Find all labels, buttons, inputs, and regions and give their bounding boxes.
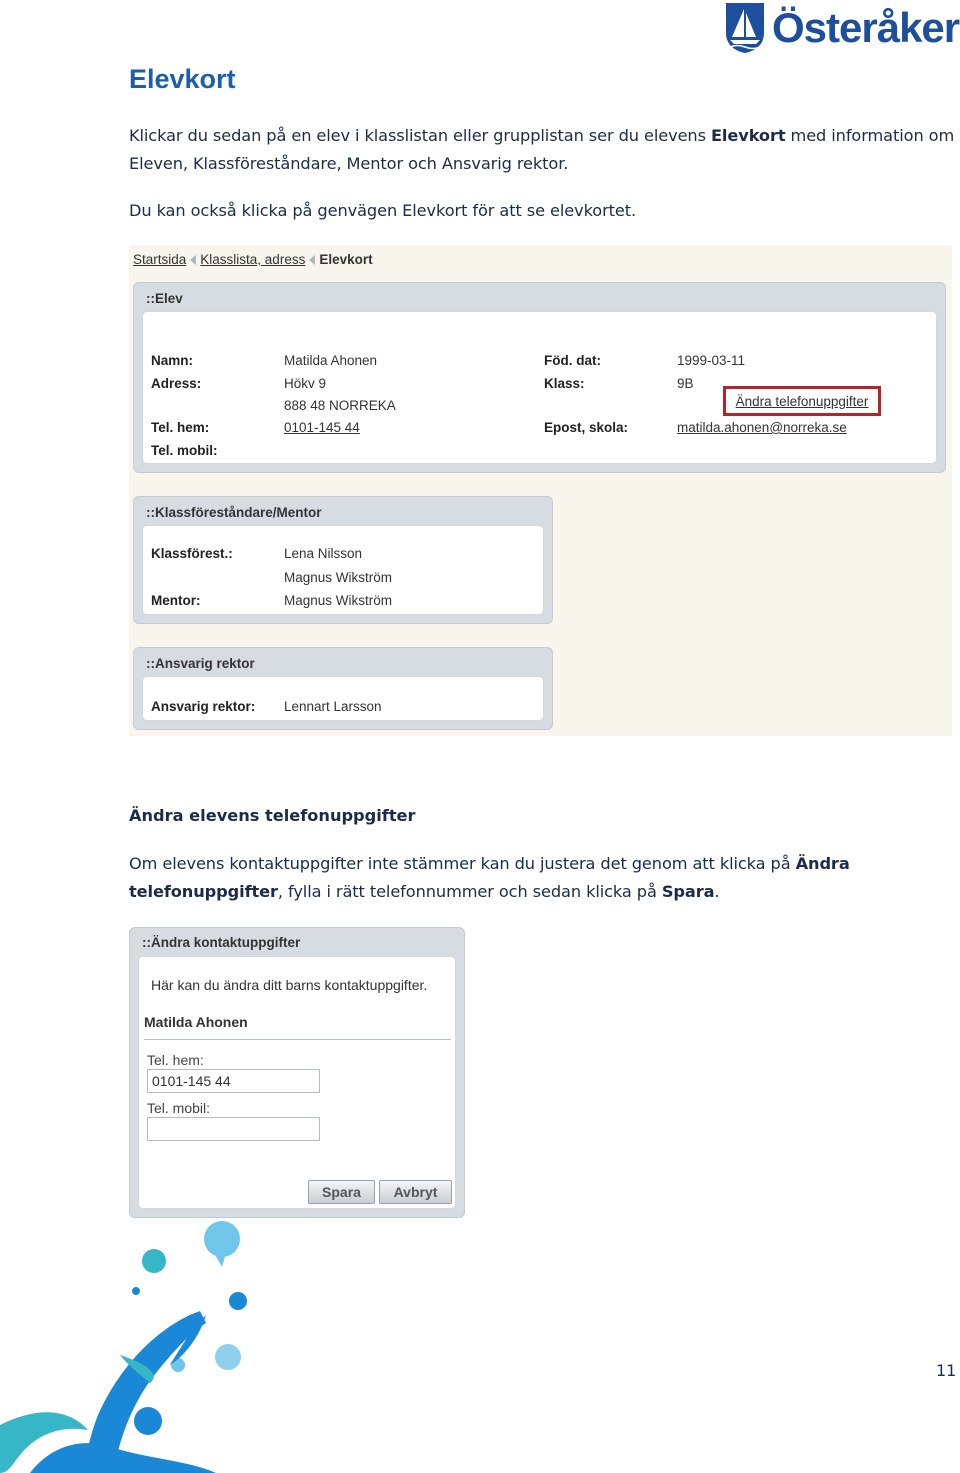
shortcut-paragraph: Du kan också klicka på genvägen Elevkort för att se elevkortet.	[129, 201, 637, 220]
elev-panel	[133, 282, 946, 473]
page-number: 11	[936, 1361, 957, 1380]
klass-value: 9B	[677, 376, 694, 391]
rektor-value: Lennart Larsson	[284, 699, 382, 714]
page-title: Elevkort	[129, 64, 236, 94]
change-phone-link[interactable]: Ändra telefonuppgifter	[723, 386, 881, 416]
rektor-label: Ansvarig rektor:	[151, 699, 256, 714]
section-heading: Ändra elevens telefonuppgifter	[129, 806, 416, 825]
elev-panel-body	[142, 311, 937, 464]
rektor-panel-title: ::Ansvarig rektor	[146, 656, 255, 671]
logo-wordmark: Österåker	[772, 4, 960, 51]
adress-label: Adress:	[151, 376, 202, 391]
breadcrumb-klasslista-link[interactable]: Klasslista, adress	[200, 252, 306, 267]
breadcrumb-arrow-icon	[190, 255, 196, 265]
osteraker-logo	[722, 2, 959, 54]
adress-line2: 888 48 NORREKA	[284, 398, 396, 413]
mentor-panel-body	[142, 525, 544, 615]
telhem-label: Tel. hem:	[151, 420, 210, 435]
klassforest-value-1: Lena Nilsson	[284, 546, 363, 561]
edit-panel-body	[138, 956, 456, 1209]
edit-hint-text: Här kan du ändra ditt barns kontaktuppgifter.	[151, 977, 428, 993]
student-name: Matilda Ahonen	[144, 1014, 248, 1030]
namn-value: Matilda Ahonen	[284, 353, 378, 368]
epost-label: Epost, skola:	[544, 420, 629, 435]
breadcrumb	[133, 252, 373, 267]
cancel-button[interactable]: Avbryt	[379, 1180, 452, 1204]
divider	[144, 1039, 451, 1040]
klassforest-label: Klassförest.:	[151, 546, 233, 561]
telhem-field-label: Tel. hem:	[147, 1052, 204, 1068]
edit-contact-screenshot	[129, 927, 465, 1218]
intro-paragraph: Klickar du sedan på en elev i klasslistan eller grupplistan ser du elevens Elevkort med information om Eleven, Klassföreståndare, Mentor och Ansvarig rektor.	[129, 126, 955, 173]
telmobil-field-label: Tel. mobil:	[147, 1100, 211, 1116]
namn-label: Namn:	[151, 353, 194, 368]
klass-label: Klass:	[544, 376, 585, 391]
adress-line1: Hökv 9	[284, 376, 327, 391]
epost-link[interactable]: matilda.ahonen@norreka.se	[677, 420, 847, 435]
rektor-panel-body	[142, 676, 544, 721]
klassforest-value-2: Magnus Wikström	[284, 570, 393, 585]
save-button[interactable]: Spara	[308, 1180, 375, 1204]
mentor-label: Mentor:	[151, 593, 201, 608]
telmobil-input[interactable]	[147, 1117, 320, 1141]
mentor-value: Magnus Wikström	[284, 593, 393, 608]
instructions-paragraph: Om elevens kontaktuppgifter inte stämmer kan du justera det genom att klicka på Ändra telefonuppgifter, fylla i rätt telefonnummer och sedan klicka på Spara.	[129, 854, 850, 901]
edit-panel-title: ::Ändra kontaktuppgifter	[142, 935, 301, 950]
breadcrumb-arrow-icon	[309, 255, 315, 265]
sailboat-logo-icon	[722, 3, 768, 53]
breadcrumb-startsida-link[interactable]: Startsida	[133, 252, 187, 267]
mentor-panel	[133, 496, 553, 624]
telhem-input[interactable]	[147, 1069, 320, 1093]
elev-panel-title: ::Elev	[146, 291, 183, 306]
elevkort-screenshot	[129, 245, 952, 736]
mentor-panel-title: ::Klassföreståndare/Mentor	[146, 505, 322, 520]
fod-label: Föd. dat:	[544, 353, 601, 368]
fod-value: 1999-03-11	[677, 353, 746, 368]
splash-dolphin-decoration	[0, 1215, 270, 1473]
breadcrumb-current: Elevkort	[319, 252, 373, 267]
telhem-link[interactable]: 0101-145 44	[284, 420, 360, 435]
telmobil-label: Tel. mobil:	[151, 443, 218, 458]
rektor-panel	[133, 647, 553, 730]
